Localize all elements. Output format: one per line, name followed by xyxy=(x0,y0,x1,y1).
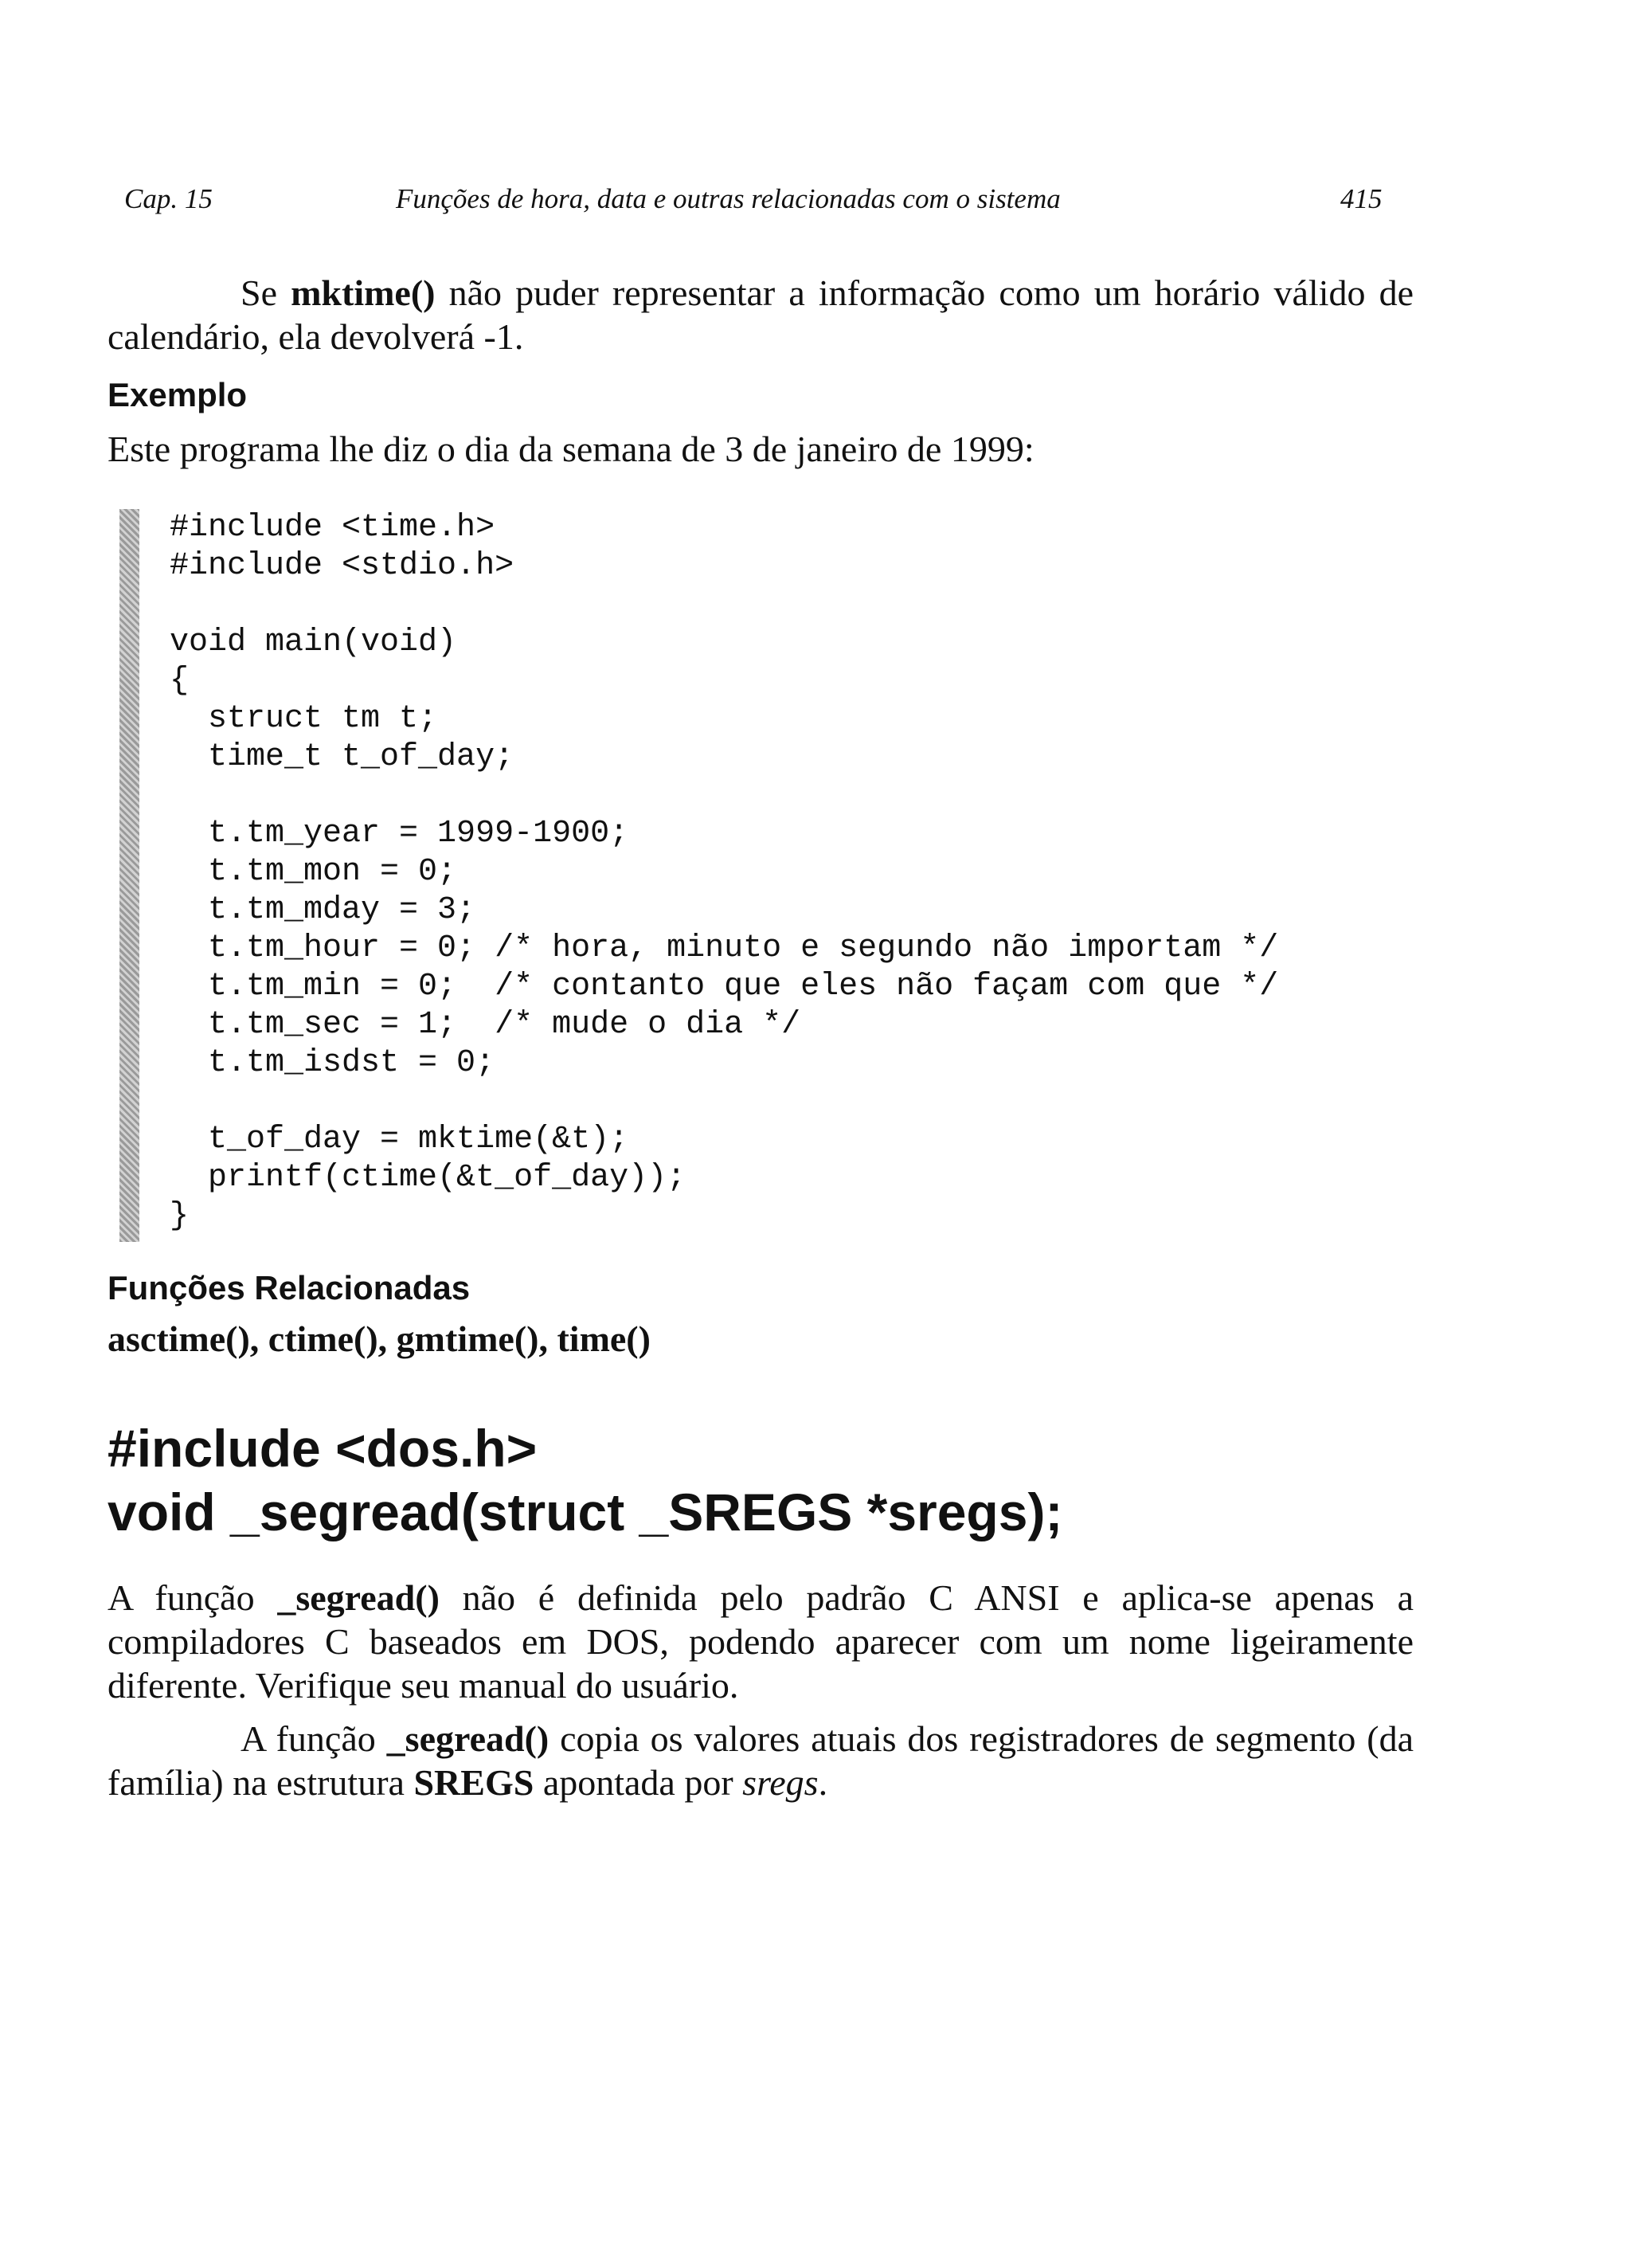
desc2-text-mid2: apontada por xyxy=(534,1762,743,1803)
example-text: Este programa lhe diz o dia da semana de 3 de janeiro de 1999: xyxy=(108,429,1035,469)
code-line: t_of_day = mktime(&t); xyxy=(170,1122,629,1158)
code-line: #include <stdio.h> xyxy=(170,548,514,584)
code-line: time_t t_of_day; xyxy=(170,739,514,775)
segread-function-name: _segread() xyxy=(277,1577,440,1618)
code-line: #include <time.h> xyxy=(170,510,495,546)
description-paragraph-1 xyxy=(108,1576,1414,1707)
code-listing xyxy=(108,509,1414,1250)
related-functions-list: asctime(), ctime(), gmtime(), time() xyxy=(108,1318,651,1359)
sregs-param-name: sregs xyxy=(742,1762,819,1803)
code-margin-bar xyxy=(119,509,139,1242)
declaration-prototype: void _segread(struct _SREGS *sregs); xyxy=(108,1483,1063,1541)
code-line: t.tm_year = 1999-1900; xyxy=(170,816,629,852)
declaration-include: #include <dos.h> xyxy=(108,1419,538,1478)
desc-text-rest: não é definida pelo padrão C ANSI e aplica-se apenas a compiladores C baseados em DOS, podendo aparecer com um nome ligeiramente diferente. Verifique seu manual do usuário. xyxy=(108,1577,1414,1706)
code-line: struct tm t; xyxy=(170,701,438,737)
code-line: } xyxy=(170,1198,190,1234)
chapter-title: Funções de hora, data e outras relacionadas com o sistema xyxy=(396,183,1061,214)
intro-paragraph xyxy=(108,271,1414,358)
description-paragraph-2 xyxy=(108,1717,1414,1804)
running-header xyxy=(0,183,1631,231)
chapter-label: Cap. 15 xyxy=(124,183,213,214)
desc2-text: A função xyxy=(241,1718,387,1759)
sregs-struct-name: SREGS xyxy=(413,1762,534,1803)
intro-text: Se xyxy=(241,272,291,313)
code-lines xyxy=(170,509,1414,1236)
desc2-text-mid: copia os valores atuais dos registradores de segmento (da família) na estrutura xyxy=(108,1718,1414,1803)
code-line: t.tm_isdst = 0; xyxy=(170,1045,495,1081)
code-line: t.tm_mday = 3; xyxy=(170,892,476,928)
segread-function-name-2: _segread() xyxy=(386,1718,550,1759)
code-line: t.tm_hour = 0; /* hora, minuto e segundo não importam */ xyxy=(170,930,1279,966)
desc2-text-end: . xyxy=(818,1762,828,1803)
example-heading: Exemplo xyxy=(108,376,248,413)
code-line: { xyxy=(170,663,190,699)
code-line: t.tm_min = 0; /* contanto que eles não façam com que */ xyxy=(170,969,1279,1005)
code-line: printf(ctime(&t_of_day)); xyxy=(170,1160,686,1196)
code-line xyxy=(170,777,1414,815)
page-content xyxy=(108,271,1414,1804)
code-line: t.tm_mon = 0; xyxy=(170,854,457,890)
function-declaration xyxy=(108,1416,1414,1544)
code-line: void main(void) xyxy=(170,625,457,660)
code-line: t.tm_sec = 1; /* mude o dia */ xyxy=(170,1007,801,1043)
desc-text: A função xyxy=(108,1577,278,1618)
page-number: 415 xyxy=(1340,183,1383,214)
intro-text-rest: não puder representar a informação como um horário válido de calendário, ela devolverá -1. xyxy=(108,272,1414,357)
code-line xyxy=(170,586,1414,624)
mktime-function-name: mktime() xyxy=(291,272,436,313)
related-functions-heading: Funções Relacionadas xyxy=(108,1269,471,1306)
code-line xyxy=(170,1083,1414,1121)
